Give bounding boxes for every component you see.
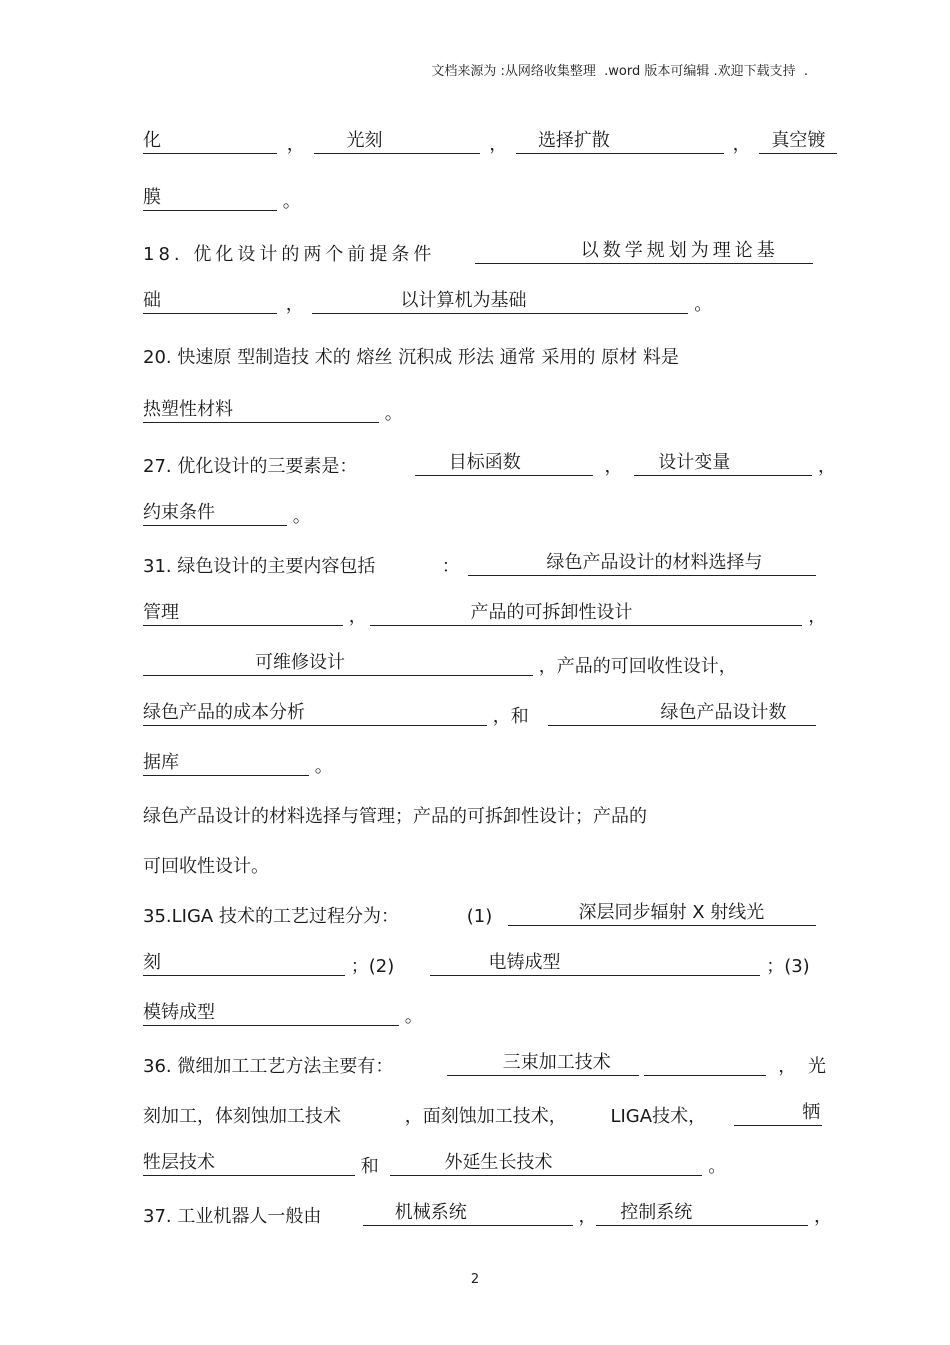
punctuation: ， [732,134,751,155]
connector-text: 和 [360,1156,379,1177]
punctuation: 。 [708,1156,727,1177]
text-line [143,502,807,532]
answer-blank-tail [644,1052,766,1076]
question-text: 31. 绿色设计的主要内容包括 [143,556,376,577]
answer-blank: 控制系统 [596,1202,808,1226]
answer-blank: 机械系统 [363,1202,573,1226]
answer-blank: 以数学规划为理论基 [475,240,813,264]
text-line [143,752,807,782]
text-line [143,1102,821,1132]
text-line [143,1052,826,1082]
text-line [143,702,807,732]
text-line [143,1152,807,1182]
answer-blank: 光刻 [314,130,480,154]
answer-blank: 础 [143,290,277,314]
answer-blank: 外延生长技术 [390,1152,702,1176]
question-text: 37. 工业机器人一般由 [143,1206,322,1227]
punctuation: ， [817,456,836,477]
text-line [143,802,807,832]
text-line [143,343,807,373]
punctuation: ， [285,294,304,315]
answer-text: 绿色产品设计的材料选择与管理；产品的可拆卸性设计；产品的 [143,806,647,827]
answer-blank: 刻 [143,952,345,976]
answer-blank: 约束条件 [143,502,287,526]
answer-blank: 三束加工技术 [447,1052,639,1076]
answer-blank: 设计变量 [634,452,812,476]
answer-blank: 模铸成型 [143,1002,399,1026]
answer-blank: 选择扩散 [516,130,724,154]
text-line [143,852,807,882]
question-text: 20. 快速原 型制造技 术的 熔丝 沉积成 形法 通常 采用的 原材 料是 [143,347,679,368]
punctuation: 。 [314,756,333,777]
punctuation: ： [441,556,460,577]
answer-blank: 热塑性材料 [143,399,379,423]
punctuation: 。 [694,294,713,315]
punctuation: ， [348,606,367,627]
answer-blank: 以计算机为基础 [312,290,688,314]
answer-blank: 绿色产品的成本分析 [143,702,487,726]
text-line [143,399,807,429]
answer-blank: 牺 [734,1102,822,1126]
answer-blank: 目标函数 [415,452,593,476]
punctuation: 。 [384,403,403,424]
answer-blank: 电铸成型 [430,952,760,976]
answer-blank: 深层同步辐射 X 射线光 [508,902,816,926]
punctuation: ， [813,1206,832,1227]
punctuation: 。 [292,506,311,527]
question-text: 刻加工，体刻蚀加工技术 [143,1106,341,1127]
answer-blank: 管理 [143,602,343,626]
punctuation: 。 [282,191,301,212]
page-number: 2 [470,1272,480,1287]
text-line [143,1202,832,1232]
punctuation: ， [578,1206,597,1227]
answer-blank: 据库 [143,752,309,776]
page-header: 文档来源为 :从网络收集整理 .word 版本可编辑 .欢迎下载支持 . [431,64,808,79]
text-line [143,452,836,482]
answer-blank: 绿色产品设计的材料选择与 [468,552,816,576]
answer-blank: 绿色产品设计数 [548,702,816,726]
text-line [143,652,807,682]
punctuation: ， [808,606,827,627]
text-line [143,1002,807,1032]
text-line [143,902,807,932]
text-line [143,130,826,160]
answer-blank: 化 [143,130,277,154]
punctuation: 。 [404,1006,423,1027]
punctuation: ， [604,456,623,477]
question-text: ，产品的可回收性设计， [538,656,737,677]
answer-blank: 牲层技术 [143,1152,355,1176]
question-text: 18. 优化设计的两个前提条件 [143,244,436,265]
punctuation: ， [778,1056,797,1077]
answer-blank: 产品的可拆卸性设计 [370,602,802,626]
question-text: LIGA技术， [610,1106,707,1127]
answer-blank: 膜 [143,187,277,211]
question-text: 光 [807,1056,826,1077]
question-text: 27. 优化设计的三要素是： [143,456,358,477]
item-number: ；(3) [766,956,810,977]
answer-blank: 真空镀 [759,130,837,154]
answer-text: 可回收性设计。 [143,856,269,877]
item-number: ；(2) [350,956,395,977]
text-line [143,187,807,217]
text-line [143,290,807,320]
question-text: 35.LIGA 技术的工艺过程分为： [143,906,399,927]
punctuation: ， [489,134,508,155]
question-text: 36. 微细加工工艺方法主要有： [143,1056,394,1077]
answer-blank: 可维修设计 [143,652,533,676]
item-number: (1) [466,906,493,927]
punctuation: ， [286,134,305,155]
connector-text: ，和 [492,706,529,727]
text-line [143,602,827,632]
question-text: ，面刻蚀加工技术， [404,1106,567,1127]
text-line [143,240,807,270]
text-line [143,552,807,582]
text-line [143,952,810,982]
